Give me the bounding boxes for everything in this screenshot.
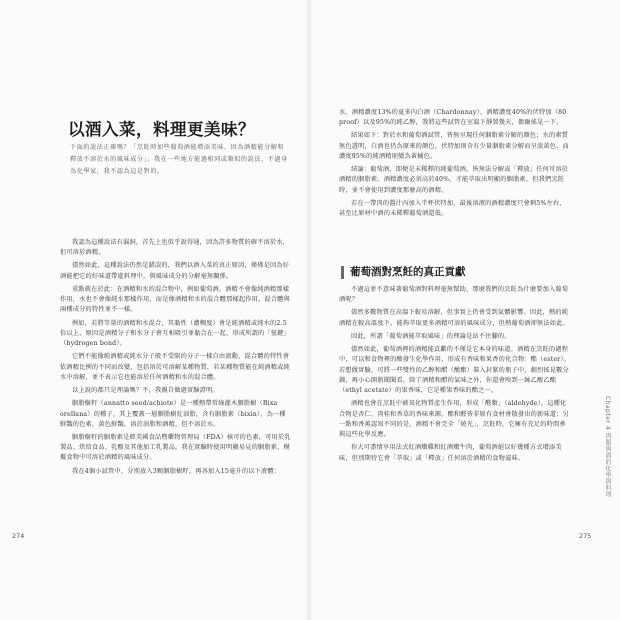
left-body — [60, 238, 292, 480]
chapter-side-tab: Chapter 4 肉類與酒的化學與料理 — [604, 396, 611, 498]
paragraph: 我在4個小試管中，分別放入3顆胭脂樹籽，再各加入15毫升的以下液體： — [72, 467, 281, 475]
intro-quote: 下面的說法正確嗎？「烹飪時加些葡萄酒能增添美味，因為酒精能分解和釋放不溶於水的風味成分」。我在一些地方能過相同或類似的說法，不過身為化學家，我不認為這是對的。 — [70, 144, 288, 176]
right-page — [311, 0, 620, 620]
right-body-top — [339, 108, 571, 222]
page-number-right: 275 — [579, 532, 592, 540]
paragraph: 胭脂樹籽的胭脂素是經美國食品暨藥物管理局（FDA）核可的色素，可用於乳製品、烘焙食品、乳酪及其他加工乳製品。我在實驗時使用明顯易見的胭脂素，模擬食物中可溶於酒精的風味成分。 — [60, 433, 291, 462]
paragraph: 酒精也會在烹飪中被氧化物質產生作用，形成「醛類」（aldehyde），這種化合物是杏仁、肉桂和香草的香味來源。酯和醛皆非原有食材會散發出的新味道；另一點和香蕉認知不同的是，酒精不會完全「燒光」，烹飪時，它擁有充足的時間參與這些化學反應。 — [339, 400, 569, 439]
paragraph: 不過這並不意味著葡萄酒對料理毫無幫助，那麼我們的烹飪為什麼要加入葡萄酒呢？ — [339, 286, 569, 304]
paragraph: 胭脂樹籽（annatto seed/achiote）是一種熱帶常綠灌木胭脂樹（Bixa orellana）的種子，其上覆蓋一層胭脂樹紅油脂，含有胭脂素（bixin），為一種鮮豔的色素，黃色鮮豔，溶於油脂和酒精，但不溶於水。 — [60, 400, 286, 428]
right-body-bottom — [339, 285, 571, 467]
paragraph: 水、酒精濃度13%的夏多內白酒（Chardonnay）、酒精濃度40%的伏特加（80 proof）以及95%的純乙醇，我將這些試管在室溫下靜置幾天，偶爾搖晃一下。 — [339, 109, 567, 127]
paragraph: 它們不能像純酒精或純水分子般不受限的分子一樣自由流動，混合體的特性會依酒精比例的不同而改變，包括溶於可溶解某種物質，若某種物質能在純酒精或純水中溶解，並不表示它也能溶於任何酒精和水的混合體。 — [60, 353, 290, 381]
paragraph: 結果如下：對於水和葡萄酒試管，皆無呈現任何胭脂素分解的顏色；水的素質無色透明，白酒也仍為原來的顏色，伏特加則含有少量胭脂素分解而呈淡黃色，而濃度95%的純酒精則變為黃橘色。 — [339, 132, 569, 160]
paragraph: 例如，若將等量的酒精和水混合，其黏性（濃稠度）會是純酒精或純水的2.5倍以上，原因是酒精分子和水分子會互相吸引並黏合在一起，形成所謂的「氫鍵」（hydrogen bond）。 — [60, 319, 290, 348]
paragraph: 你大可盡情享用法式紅酒燉雞和紅酒燉牛肉，葡萄酒絕以好幾種方式增添美味，但別期待它會「萃取」或「釋放」任何溶於酒精的食物滋味。 — [339, 444, 562, 462]
page-number-left: 274 — [12, 532, 25, 540]
paragraph: 若在一帶肉的醬汁內加入半杯伏特加，最後溶液的酒精濃度只會剩5%左右，甚至比原材中酒的未稀釋葡萄酒還低。 — [339, 199, 566, 218]
paragraph: 儘然多數物質在高溫下較易溶解，但事實上仍會受到氣體影響。因此，熱的純酒精在較高溫度下，能夠萃取更多酒精可溶的風味成分，但熱葡萄酒卻無法如此。 — [339, 309, 569, 327]
paragraph: 儘然如此，葡萄酒裡的酒精能貢獻的不僅是它本身的味道。酒精在烹飪的過程中，可以和食物裡的酸發生化學作用，形成有香味和果香的化合物：酯（ester）。若想做實驗，可將一些雙性的乙醇和醋（酸酯）裝入封緊的瓶子中，劇烈搖晃數分鐘，再小心開瓶聞聞看，除了酒精和醋的氣味之外，你還會嗅到一絲乙酸乙酯（ethyl acetate）的果香味，它是種果香味的酯之一。 — [339, 346, 571, 395]
paragraph: 我認為這種說法有漏洞，首先上也似乎說得通，因為許多物質的確不溶於水，但可溶於酒精。 — [60, 239, 290, 257]
article-title: 以酒入菜，料理更美味？ — [68, 120, 255, 139]
paragraph: 結論：葡萄酒，即便是未稀釋的純葡萄酒，皆無法分解或「釋放」任何可溶於酒精的胭脂素。酒精濃度必須高於40%，才能萃取出明顯的胭脂素，但我們烹飪時，並不會使用到濃度那麼高的酒精。 — [339, 166, 569, 194]
paragraph: 因此，所謂「葡萄酒能萃取風味」的理論是站不住腳的。 — [351, 332, 511, 340]
paragraph: 重點就在於此：在酒精和水的混合物中，例如葡萄酒，酒精不會像純酒精那樣作用，水也不會像純水那樣作用，而是像酒精和水的混合體那樣起作用，混合體與兩種成分的特性並不一樣。 — [60, 285, 290, 314]
paragraph: 以上說的都只是理論嗎？不，我親自做過實驗證明。 — [72, 387, 219, 395]
section-heading: 葡萄酒對烹飪的真正貢獻 — [341, 266, 466, 279]
paragraph: 儘然如此，這種說法仍然是錯誤的，我們以酒入菜的真正原因，僅僅是因為好酒能把它的好味道帶進料理中，與風味成分的分解毫無關係。 — [60, 262, 290, 280]
left-page — [0, 0, 309, 620]
